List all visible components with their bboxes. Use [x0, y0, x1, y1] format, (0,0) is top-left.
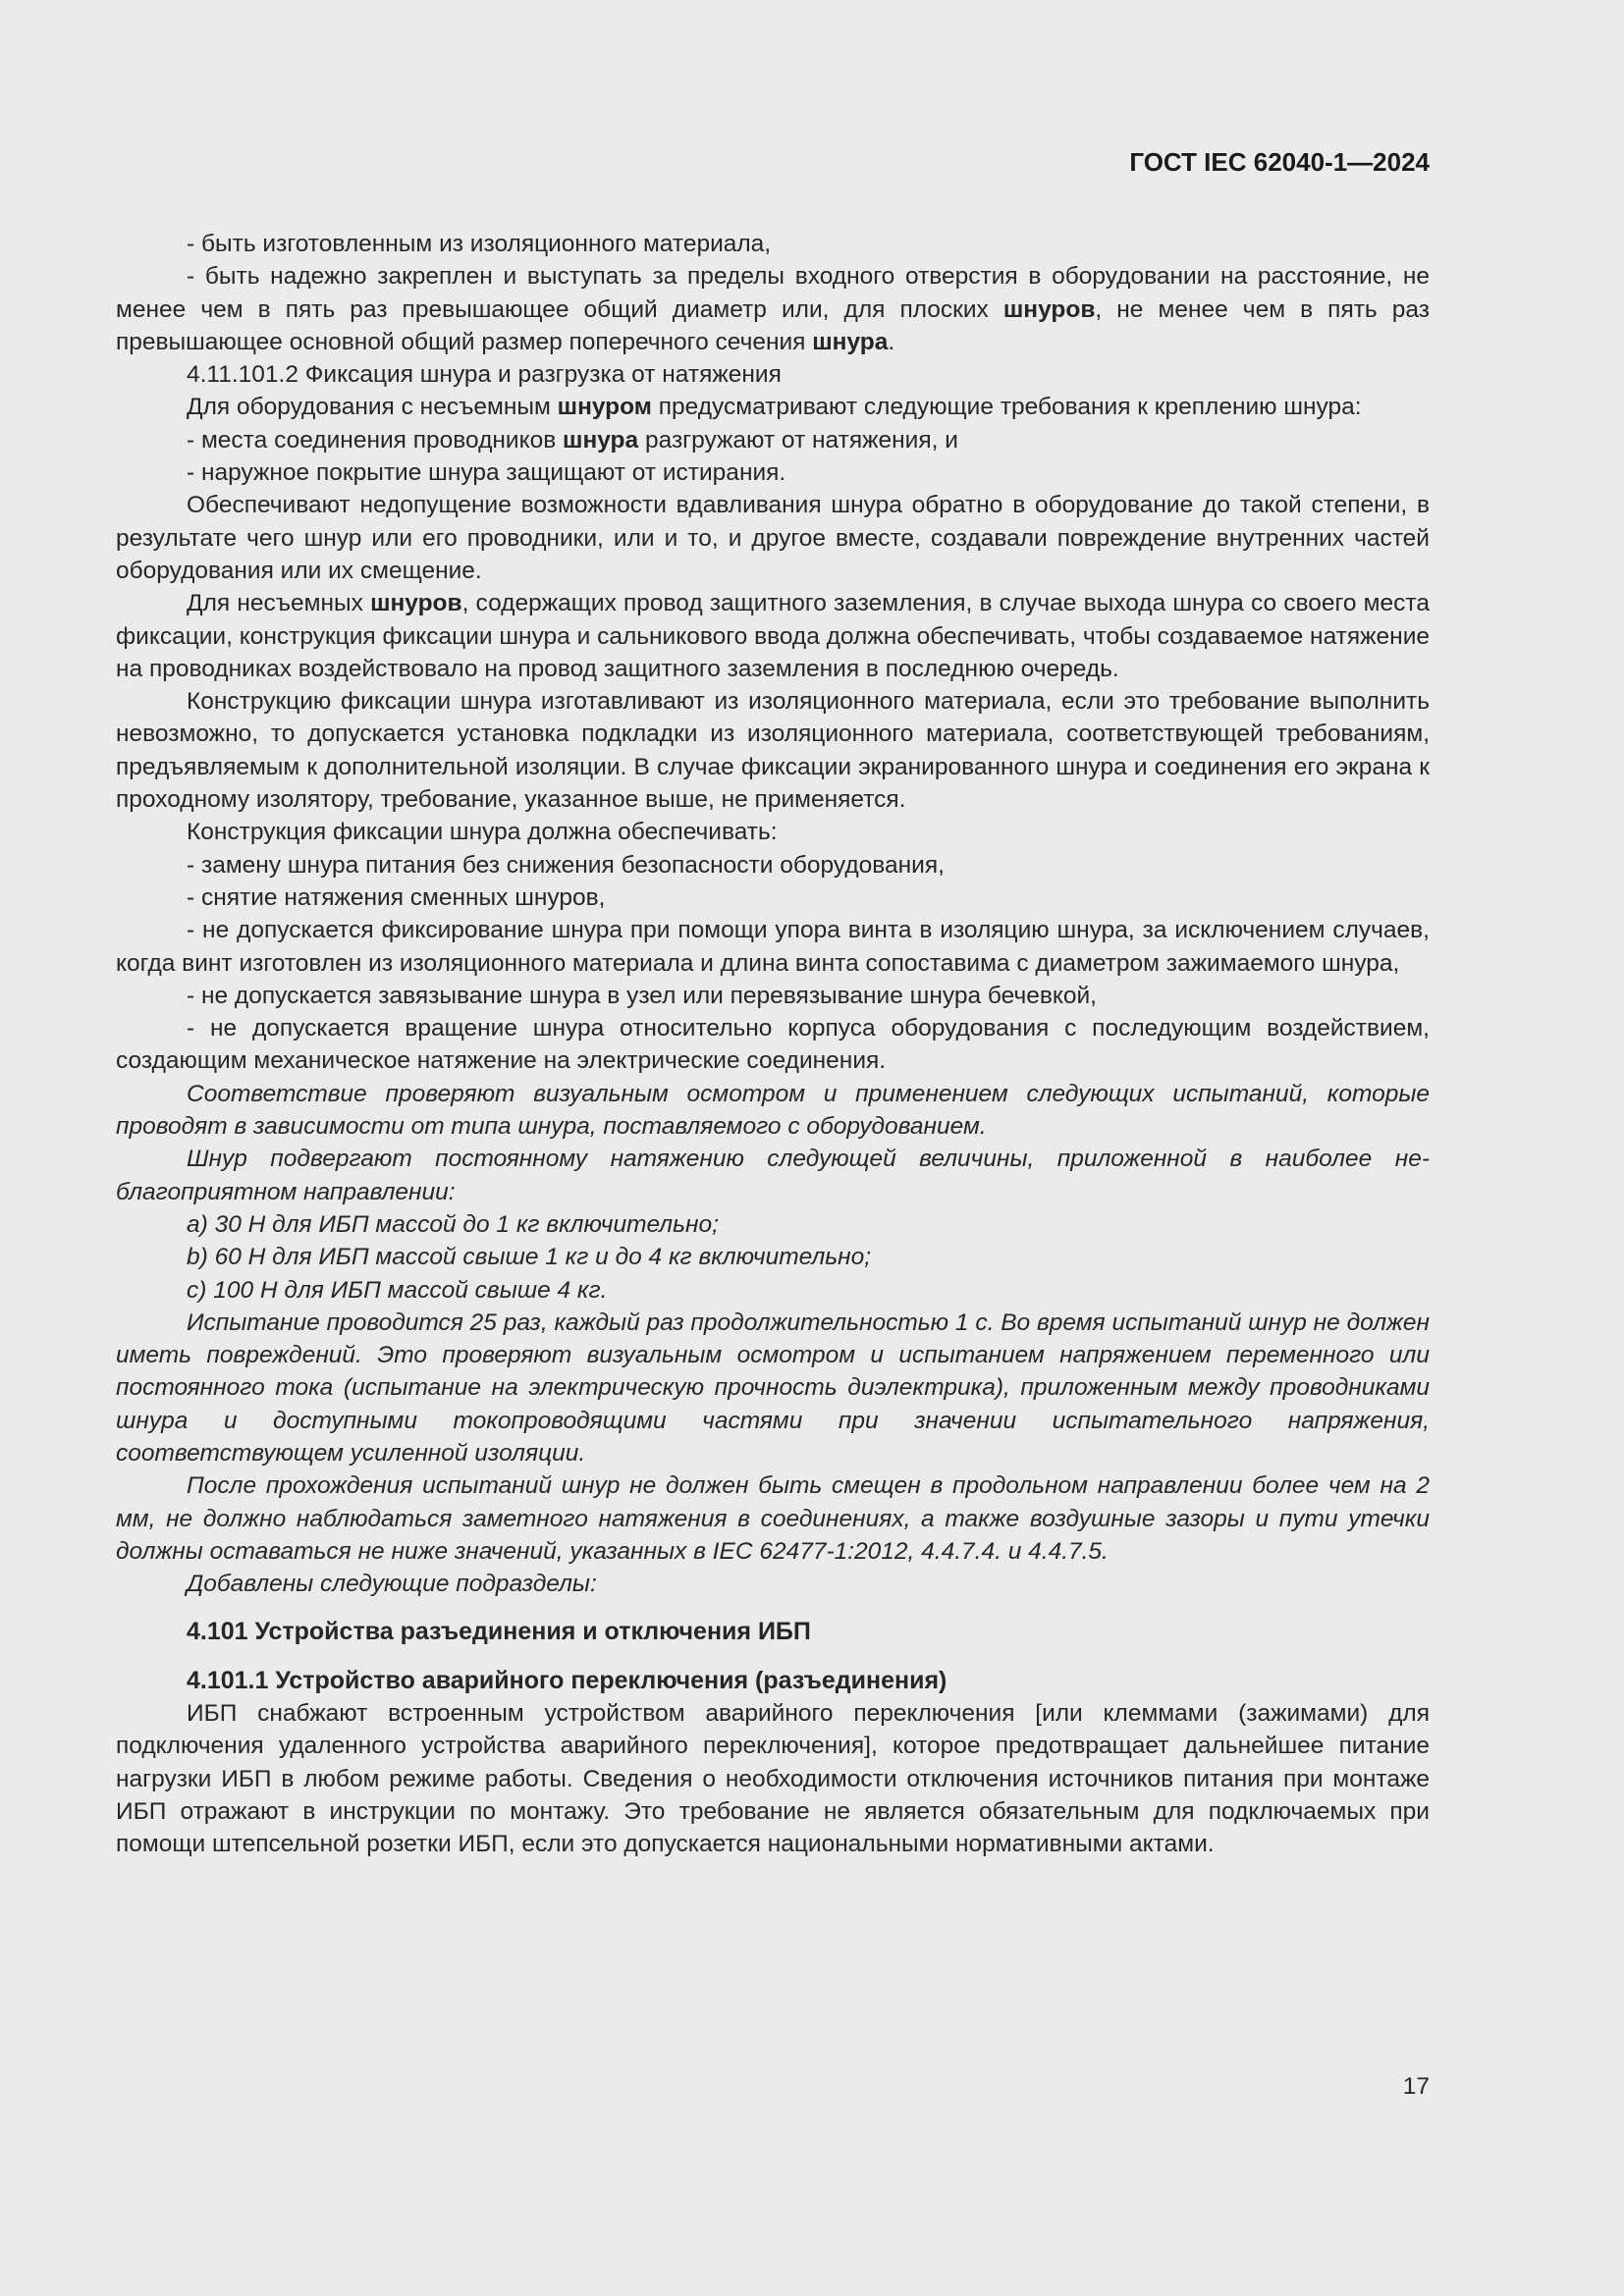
paragraph: - быть изготовленным из изоляционного материала, — [187, 231, 772, 257]
paragraph: 4.11.101.2 Фиксация шнура и разгрузка от натяжения — [187, 361, 782, 389]
paragraph: - не допускается вращение шнура относительно корпуса оборудования с последующим воздействием, создающим механическое натяжение на электрические соединения. — [116, 1015, 1430, 1075]
document-body — [116, 228, 1430, 1861]
subsection-heading: 4.101.1 Устройство аварийного переключения (разъединения) — [187, 1666, 947, 1694]
paragraph: - замену шнура питания без снижения безопасности оборудования, — [187, 851, 945, 879]
paragraph: После прохождения испытаний шнур не должен быть смещен в продольном направлении более чем на 2 мм, не должно наблюдаться заметного натяжения в соединениях, а также воздушные зазоры и пути утечки должны оставаться не ниже значений, указанных в IEC 62477-1:2012, 4.4.7.4. и 4.4.7.5. — [116, 1472, 1430, 1565]
section-heading: 4.101 Устройства разъединения и отключения ИБП — [187, 1618, 811, 1646]
paragraph: ИБП снабжают встроенным устройством аварийного переключения [или клеммами (зажимами) для подключения удаленного устройства аварийного переключения], которое предотвращает дальнейшее питание нагрузки ИБП в любом режиме работы. Сведения о необходимости отключения источников питания при монтаже ИБП отражают в инструкции по монтажу. Это требование не является обязательным для подключаемых при помощи штепсельной розетки ИБП, если это допускается национальными нормативными актами. — [116, 1700, 1430, 1858]
paragraph: Испытание проводится 25 раз, каждый раз продолжительностью 1 с. Во время испытаний шнур не должен иметь повреждений. Это проверяют визуальным осмотром и испытанием напряжением переменного или постоянного тока (испытание на электрическую прочность диэлектрика), приложенным между проводниками шнура и доступными токопроводящими частями при значении испытательного напряжения, соответствующем усиленной изоляции. — [116, 1308, 1430, 1467]
paragraph: - наружное покрытие шнура защищают от истирания. — [187, 459, 786, 487]
paragraph: Конструкция фиксации шнура должна обеспечивать: — [187, 819, 778, 846]
paragraph: - места соединения проводников шнура разгружают от натяжения, и — [187, 426, 958, 454]
paragraph: - снятие натяжения сменных шнуров, — [187, 883, 606, 911]
paragraph: Соответствие проверяют визуальным осмотром и применением следующих испытаний, которые проводят в зависимости от типа шнура, поставляемого с оборудованием. — [116, 1080, 1430, 1141]
paragraph: a) 30 Н для ИБП массой до 1 кг включительно; — [187, 1210, 719, 1238]
paragraph: Для оборудования с несъемным шнуром предусматривают следующие требования к креплению шнура: — [187, 394, 1362, 421]
paragraph: - не допускается фиксирование шнура при помощи упора винта в изоляцию шнура, за исключением случаев, когда винт изготовлен из изоляционного материала и длина винта сопоставима с диаметром зажимаемого шнура, — [116, 917, 1430, 977]
page-number: 17 — [1402, 2073, 1430, 2100]
paragraph: Добавлены следующие подразделы: — [187, 1571, 597, 1598]
paragraph: Обеспечивают недопущение возможности вдавливания шнура обратно в оборудование до такой степени, в результате чего шнур или его проводники, или и то, и другое вместе, создавали повреждение внутренних частей оборудования или их смещение. — [116, 492, 1430, 584]
standard-code-header: ГОСТ IEC 62040-1—2024 — [1129, 147, 1430, 177]
paragraph: - не допускается завязывание шнура в узел или перевязывание шнура бечевкой, — [187, 982, 1097, 1009]
paragraph: Конструкцию фиксации шнура изготавливают из изоляционного материала, если это требование выполнить невозможно, то допускается установка подкладки из изоляционного материала, соответствующей требованиям, предъявляемым к дополнительной изоляции. В случае фиксации экранированного шнура и соединения его экрана к проходному изолятору, требование, указанное выше, не применяется. — [116, 688, 1430, 814]
paragraph: Для несъемных шнуров, содержащих провод защитного заземления, в случае выхода шнура со своего места фиксации, конструкция фиксации шнура и сальникового ввода должна обеспечивать, чтобы создаваемое натяжение на проводниках воздействовало на провод защитного заземления в последнюю очередь. — [116, 590, 1431, 682]
paragraph: - быть надежно закреплен и выступать за пределы входного отверстия в оборудовании на расстояние, не менее чем в пять раз превышающее общий диаметр или, для плоских шнуров, не менее чем в пять раз превышающее основной общий размер поперечного сечения шнура. — [116, 263, 1430, 355]
paragraph: c) 100 Н для ИБП массой свыше 4 кг. — [187, 1276, 608, 1304]
paragraph: b) 60 Н для ИБП массой свыше 1 кг и до 4 кг включительно; — [187, 1244, 872, 1271]
paragraph: Шнур подвергают постоянному натяжению следующей величины, приложенной в наиболее неблагоприятном направлении: — [116, 1146, 1430, 1205]
